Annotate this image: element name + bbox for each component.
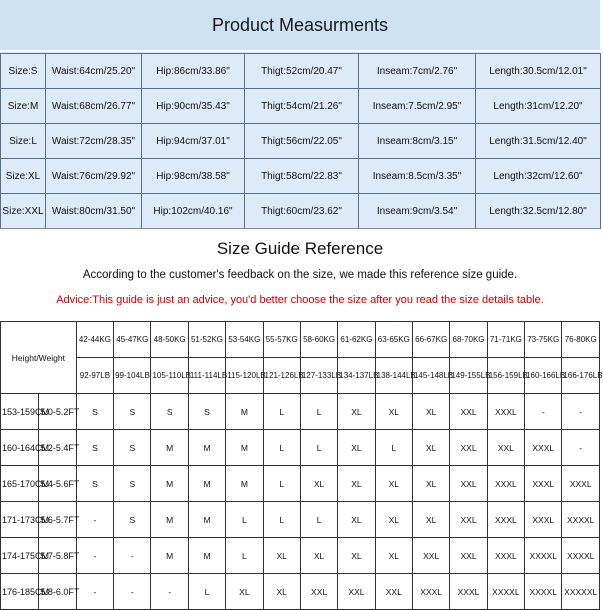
- recommended-size-cell: S: [114, 430, 151, 466]
- measurement-thigh-cell: Thigt:56cm/22.05": [245, 124, 359, 159]
- weight-lb-header-row: [1, 358, 600, 394]
- recommended-size-cell: M: [188, 430, 225, 466]
- weight-lb-header: 99-104LB: [114, 358, 151, 394]
- measurement-inseam-cell: Inseam:9cm/3.54": [359, 194, 476, 229]
- measurement-thigh-cell: Thigt:58cm/22.83": [245, 159, 359, 194]
- weight-lb-header: 115-120LB: [226, 358, 263, 394]
- weight-lb-header: 105-110LB: [151, 358, 188, 394]
- size-guide-note: According to the customer's feedback on the size, we made this reference size guide.: [82, 269, 518, 281]
- recommended-size-cell: XL: [338, 394, 375, 430]
- height-ft-cell: 5.4-5.6FT: [39, 466, 76, 502]
- measurement-waist-cell: Waist:68cm/26.77": [46, 89, 142, 124]
- recommended-size-cell: M: [188, 538, 225, 574]
- recommended-size-cell: XXXXL: [525, 574, 562, 610]
- recommended-size-cell: M: [188, 502, 225, 538]
- measurements-title: Product Measurments: [0, 0, 600, 52]
- recommended-size-cell: XXXL: [525, 502, 562, 538]
- measurement-waist-cell: Waist:76cm/29.92": [46, 159, 142, 194]
- recommended-size-cell: -: [562, 394, 600, 430]
- size-guide-row: [1, 430, 600, 466]
- measurement-waist-cell: Waist:72cm/28.35": [46, 124, 142, 159]
- size-guide-panel: [0, 228, 603, 600]
- recommended-size-cell: XXL: [300, 574, 337, 610]
- measurement-thigh-cell: Thigt:60cm/23.62": [245, 194, 359, 229]
- measurements-panel: [0, 0, 600, 228]
- size-guide-row: [1, 394, 600, 430]
- recommended-size-cell: XL: [412, 430, 449, 466]
- weight-kg-header: 76-80KG: [562, 322, 600, 358]
- recommended-size-cell: -: [114, 538, 151, 574]
- measurements-table: [0, 53, 601, 229]
- measurement-size-cell: Size:M: [1, 89, 46, 124]
- recommended-size-cell: L: [300, 430, 337, 466]
- weight-lb-header: 111-114LB: [188, 358, 225, 394]
- weight-lb-header: 166-176LB: [562, 358, 600, 394]
- weight-lb-header: 138-144LB: [375, 358, 412, 394]
- recommended-size-cell: M: [226, 394, 263, 430]
- recommended-size-cell: -: [562, 430, 600, 466]
- measurement-thigh-cell: Thigt:54cm/21.26": [245, 89, 359, 124]
- measurement-size-cell: Size:XL: [1, 159, 46, 194]
- height-cm-cell: 171-173CM: [1, 502, 39, 538]
- measurement-waist-cell: Waist:64cm/25.20": [46, 54, 142, 89]
- recommended-size-cell: XL: [226, 574, 263, 610]
- recommended-size-cell: L: [263, 394, 300, 430]
- weight-kg-header: 68-70KG: [450, 322, 487, 358]
- recommended-size-cell: XL: [375, 538, 412, 574]
- size-guide-title: Size Guide Reference: [216, 239, 384, 258]
- weight-kg-header: 51-52KG: [188, 322, 225, 358]
- weight-kg-header-row: [1, 322, 600, 358]
- measurement-row: [1, 159, 601, 194]
- measurement-length-cell: Length:32.5cm/12.80": [476, 194, 601, 229]
- height-ft-cell: 5.0-5.2FT: [39, 394, 76, 430]
- measurement-length-cell: Length:31cm/12.20": [476, 89, 601, 124]
- recommended-size-cell: M: [151, 502, 188, 538]
- recommended-size-cell: XXXL: [525, 466, 562, 502]
- recommended-size-cell: XXXXXL: [562, 574, 600, 610]
- weight-kg-header: 66-67KG: [412, 322, 449, 358]
- recommended-size-cell: XXXL: [487, 502, 524, 538]
- weight-lb-header: 134-137LB: [338, 358, 375, 394]
- recommended-size-cell: L: [263, 466, 300, 502]
- measurement-row: [1, 89, 601, 124]
- weight-kg-header: 71-71KG: [487, 322, 524, 358]
- weight-kg-header: 42-44KG: [76, 322, 113, 358]
- measurement-row: [1, 194, 601, 229]
- height-cm-cell: 176-185CM: [1, 574, 39, 610]
- recommended-size-cell: XXXL: [562, 466, 600, 502]
- measurement-row: [1, 54, 601, 89]
- recommended-size-cell: L: [300, 502, 337, 538]
- recommended-size-cell: L: [263, 502, 300, 538]
- recommended-size-cell: XL: [338, 538, 375, 574]
- recommended-size-cell: XXL: [338, 574, 375, 610]
- recommended-size-cell: S: [114, 502, 151, 538]
- recommended-size-cell: L: [300, 394, 337, 430]
- height-cm-cell: 165-170CM: [1, 466, 39, 502]
- height-ft-cell: 5.8-6.0FT: [39, 574, 76, 610]
- recommended-size-cell: XL: [412, 502, 449, 538]
- recommended-size-cell: XXXL: [450, 574, 487, 610]
- height-cm-cell: 174-175CM: [1, 538, 39, 574]
- measurement-hip-cell: Hip:86cm/33.86": [142, 54, 245, 89]
- recommended-size-cell: L: [263, 430, 300, 466]
- size-guide-row: [1, 574, 600, 610]
- recommended-size-cell: XXXXL: [525, 538, 562, 574]
- measurement-size-cell: Size:L: [1, 124, 46, 159]
- measurement-waist-cell: Waist:80cm/31.50": [46, 194, 142, 229]
- recommended-size-cell: XL: [338, 466, 375, 502]
- measurement-hip-cell: Hip:102cm/40.16": [142, 194, 245, 229]
- recommended-size-cell: XXXXL: [562, 538, 600, 574]
- measurement-length-cell: Length:30.5cm/12.01": [476, 54, 601, 89]
- recommended-size-cell: XL: [338, 502, 375, 538]
- recommended-size-cell: XXL: [450, 430, 487, 466]
- recommended-size-cell: -: [151, 574, 188, 610]
- recommended-size-cell: XXL: [450, 538, 487, 574]
- size-guide-row: [1, 466, 600, 502]
- recommended-size-cell: XL: [412, 466, 449, 502]
- recommended-size-cell: -: [76, 502, 113, 538]
- recommended-size-cell: XL: [412, 394, 449, 430]
- recommended-size-cell: XXXXL: [487, 574, 524, 610]
- weight-lb-header: 145-148LB: [412, 358, 449, 394]
- measurement-row: [1, 124, 601, 159]
- measurement-inseam-cell: Inseam:8cm/3.15": [359, 124, 476, 159]
- weight-kg-header: 73-75KG: [525, 322, 562, 358]
- recommended-size-cell: XXL: [375, 574, 412, 610]
- recommended-size-cell: M: [226, 466, 263, 502]
- weight-kg-header: 58-60KG: [300, 322, 337, 358]
- measurement-length-cell: Length:31.5cm/12.40": [476, 124, 601, 159]
- recommended-size-cell: XXL: [450, 502, 487, 538]
- recommended-size-cell: L: [375, 430, 412, 466]
- recommended-size-cell: XXXL: [487, 538, 524, 574]
- measurement-inseam-cell: Inseam:8.5cm/3.35": [359, 159, 476, 194]
- recommended-size-cell: XXXL: [525, 430, 562, 466]
- recommended-size-cell: M: [151, 466, 188, 502]
- recommended-size-cell: XL: [338, 430, 375, 466]
- height-ft-cell: 5.7-5.8FT: [39, 538, 76, 574]
- weight-kg-header: 53-54KG: [226, 322, 263, 358]
- measurement-hip-cell: Hip:90cm/35.43": [142, 89, 245, 124]
- recommended-size-cell: M: [151, 430, 188, 466]
- height-weight-corner-label: Height/Weight: [1, 322, 77, 394]
- recommended-size-cell: -: [114, 574, 151, 610]
- recommended-size-cell: S: [76, 394, 113, 430]
- measurement-size-cell: Size:XXL: [1, 194, 46, 229]
- height-ft-cell: 5.6-5.7FT: [39, 502, 76, 538]
- recommended-size-cell: S: [114, 394, 151, 430]
- weight-kg-header: 45-47KG: [114, 322, 151, 358]
- measurement-thigh-cell: Thigt:52cm/20.47": [245, 54, 359, 89]
- recommended-size-cell: M: [151, 538, 188, 574]
- recommended-size-cell: XXL: [450, 394, 487, 430]
- recommended-size-cell: XL: [300, 538, 337, 574]
- recommended-size-cell: S: [151, 394, 188, 430]
- measurement-size-cell: Size:S: [1, 54, 46, 89]
- size-guide-row: [1, 538, 600, 574]
- recommended-size-cell: L: [226, 502, 263, 538]
- weight-lb-header: 149-155LB: [450, 358, 487, 394]
- measurement-length-cell: Length:32cm/12.60": [476, 159, 601, 194]
- recommended-size-cell: -: [76, 538, 113, 574]
- recommended-size-cell: -: [76, 574, 113, 610]
- weight-kg-header: 55-57KG: [263, 322, 300, 358]
- height-cm-cell: 153-159CM: [1, 394, 39, 430]
- recommended-size-cell: XXXL: [487, 394, 524, 430]
- recommended-size-cell: S: [76, 430, 113, 466]
- weight-lb-header: 121-126LB: [263, 358, 300, 394]
- weight-lb-header: 160-166LB: [525, 358, 562, 394]
- recommended-size-cell: XXL: [412, 538, 449, 574]
- measurement-inseam-cell: Inseam:7.5cm/2.95": [359, 89, 476, 124]
- height-cm-cell: 160-164CM: [1, 430, 39, 466]
- recommended-size-cell: S: [76, 466, 113, 502]
- size-guide-row: [1, 502, 600, 538]
- recommended-size-cell: S: [114, 466, 151, 502]
- recommended-size-cell: XL: [263, 538, 300, 574]
- recommended-size-cell: XL: [375, 502, 412, 538]
- weight-lb-header: 127-133LB: [300, 358, 337, 394]
- recommended-size-cell: M: [226, 430, 263, 466]
- recommended-size-cell: XL: [375, 466, 412, 502]
- recommended-size-cell: S: [188, 394, 225, 430]
- weight-lb-header: 92-97LB: [76, 358, 113, 394]
- measurement-inseam-cell: Inseam:7cm/2.76": [359, 54, 476, 89]
- recommended-size-cell: XL: [300, 466, 337, 502]
- measurement-hip-cell: Hip:94cm/37.01": [142, 124, 245, 159]
- size-guide-table: [0, 321, 603, 610]
- recommended-size-cell: -: [525, 394, 562, 430]
- measurement-hip-cell: Hip:98cm/38.58": [142, 159, 245, 194]
- recommended-size-cell: M: [188, 466, 225, 502]
- recommended-size-cell: XXXL: [487, 466, 524, 502]
- recommended-size-cell: XL: [375, 394, 412, 430]
- weight-kg-header: 48-50KG: [151, 322, 188, 358]
- height-ft-cell: 5.2-5.4FT: [39, 430, 76, 466]
- recommended-size-cell: XXL: [487, 430, 524, 466]
- recommended-size-cell: XXXL: [412, 574, 449, 610]
- weight-kg-header: 61-62KG: [338, 322, 375, 358]
- weight-kg-header: 63-65KG: [375, 322, 412, 358]
- recommended-size-cell: XXXXL: [562, 502, 600, 538]
- recommended-size-cell: XL: [263, 574, 300, 610]
- size-guide-advice: Advice:This guide is just an advice, you'd better choose the size after you read the size details table.: [56, 294, 544, 306]
- recommended-size-cell: XXL: [450, 466, 487, 502]
- recommended-size-cell: L: [226, 538, 263, 574]
- recommended-size-cell: L: [188, 574, 225, 610]
- weight-lb-header: 156-159LB: [487, 358, 524, 394]
